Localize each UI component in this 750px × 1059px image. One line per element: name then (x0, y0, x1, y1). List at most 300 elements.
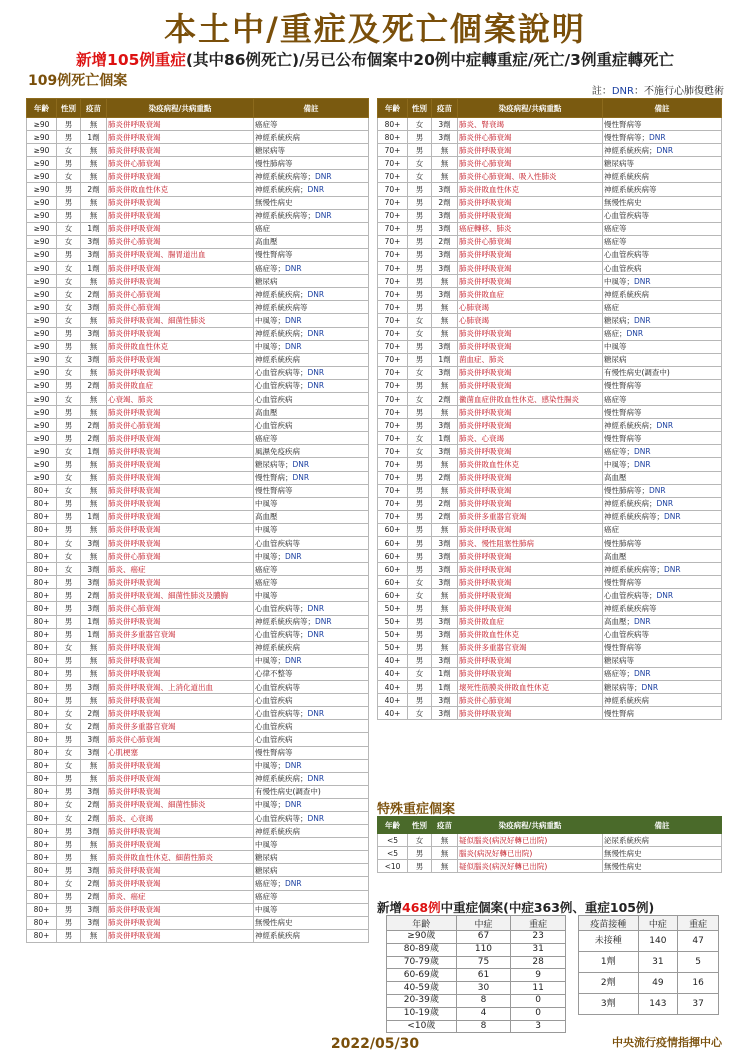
cell-course: 肺炎、腎衰竭 (458, 118, 603, 131)
table-row (27, 419, 369, 432)
cell-vaccine: 無 (432, 847, 458, 860)
cell-age: 70+ (378, 366, 408, 379)
cell-course: 肺炎併敗血性休克 (458, 458, 603, 471)
table-row (378, 131, 722, 144)
cell-remark: 慢性肺病等 (254, 157, 369, 170)
cell-sex: 男 (408, 484, 432, 497)
cell-vaccine: 無 (81, 772, 107, 785)
table-row (27, 432, 369, 445)
cell-course: 疑似腦炎(病況好轉已出院) (458, 860, 603, 873)
cell-vaccine: 無 (81, 196, 107, 209)
cell-remark: 糖尿病等 (254, 144, 369, 157)
cell-sex: 男 (408, 209, 432, 222)
table-row (27, 851, 369, 864)
cell-vaccine: 1劑 (81, 628, 107, 641)
col-sex: 性別 (408, 817, 432, 834)
cell-age: 80+ (27, 510, 57, 523)
cell-age: 80+ (27, 903, 57, 916)
cell-course: 菌血症、肺炎 (458, 353, 603, 366)
cell-vaccine: 3劑 (432, 340, 458, 353)
cell-sex: 男 (408, 183, 432, 196)
cell-remark: 神經系統疾病 (254, 131, 369, 144)
table-row (27, 301, 369, 314)
cell-age: 80+ (27, 563, 57, 576)
cell-sex: 男 (408, 563, 432, 576)
cell-course: 肺炎併呼吸衰竭 (458, 654, 603, 667)
cell-vaccine: 1劑 (432, 681, 458, 694)
cell-vaccine: 2劑 (81, 288, 107, 301)
cell-remark: 心血管疾病等 (254, 681, 369, 694)
cell-sex: 女 (57, 746, 81, 759)
cell-remark: 無慢性病史 (254, 196, 369, 209)
cell-vaccine: 無 (432, 314, 458, 327)
cell-sex: 女 (57, 811, 81, 824)
cell-remark: 高血壓 (254, 235, 369, 248)
cell-course: 肺炎併呼吸衰竭 (107, 327, 254, 340)
cell-age: 70+ (378, 144, 408, 157)
table-row (27, 392, 369, 405)
table-row (378, 523, 722, 536)
cell-category: 40-59歲 (387, 982, 457, 995)
cell-vaccine: 3劑 (432, 615, 458, 628)
cell-age: 80+ (27, 667, 57, 680)
cell-age: 40+ (378, 681, 408, 694)
cell-sex: 男 (57, 196, 81, 209)
cell-course: 疑似腦炎(病況好轉已出院) (458, 834, 603, 847)
cell-course: 肺炎併呼吸衰竭 (458, 707, 603, 720)
cell-sex: 男 (57, 772, 81, 785)
table-row (27, 798, 369, 811)
cell-age: 80+ (27, 641, 57, 654)
cell-age: ≥90 (27, 327, 57, 340)
subtitle-highlight: 105例重症 (107, 51, 186, 69)
table-row (27, 379, 369, 392)
cell-course: 心衰竭、肺炎 (107, 392, 254, 405)
table-row (27, 864, 369, 877)
table-row (27, 262, 369, 275)
cell-course: 肺炎併呼吸衰竭 (107, 118, 254, 131)
cell-sex: 男 (57, 576, 81, 589)
cell-sex: 男 (57, 419, 81, 432)
note-prefix: 註： (591, 86, 612, 97)
cell-sex: 女 (408, 834, 432, 847)
table-row (378, 510, 722, 523)
cell-age: 80+ (27, 746, 57, 759)
cell-remark: 心血管疾病等 (603, 628, 722, 641)
cell-severe: 0 (511, 1007, 566, 1020)
cell-course: 肺炎併呼吸衰竭 (107, 615, 254, 628)
col-vaccine: 疫苗 (81, 99, 107, 118)
cell-sex: 男 (57, 458, 81, 471)
cell-sex: 女 (57, 798, 81, 811)
cell-sex: 男 (57, 379, 81, 392)
cell-age: ≥90 (27, 118, 57, 131)
table-row (27, 406, 369, 419)
cell-vaccine: 1劑 (81, 445, 107, 458)
cell-course: 肺炎併呼吸衰竭 (458, 262, 603, 275)
cell-remark: 中風等；DNR (254, 759, 369, 772)
table-row (27, 563, 369, 576)
cell-sex: 女 (57, 484, 81, 497)
cell-remark: 無慢性病史 (603, 196, 722, 209)
cell-vaccine: 3劑 (432, 118, 458, 131)
cell-vaccine: 無 (432, 484, 458, 497)
cell-sex: 女 (408, 432, 432, 445)
table-row (378, 235, 722, 248)
cell-remark: 心血管疾病等；DNR (254, 628, 369, 641)
cell-course: 肺炎併呼吸衰竭、細菌性肺炎及膿胸 (107, 589, 254, 602)
cell-remark: 心血管疾病 (254, 392, 369, 405)
cell-sex: 男 (57, 628, 81, 641)
cell-sex: 男 (408, 196, 432, 209)
cell-category: 未接種 (579, 931, 639, 952)
cell-vaccine: 無 (81, 170, 107, 183)
table-row (378, 170, 722, 183)
table-row (387, 931, 566, 944)
table-row (27, 877, 369, 890)
table-row (378, 392, 722, 405)
table-row (27, 589, 369, 602)
cell-sex: 男 (408, 537, 432, 550)
deaths-table-left (26, 98, 369, 943)
cell-sex: 女 (57, 288, 81, 301)
col-moderate: 中症 (456, 916, 511, 931)
cell-vaccine: 3劑 (432, 262, 458, 275)
cell-remark: 慢性腎病等 (254, 484, 369, 497)
cell-sex: 女 (57, 720, 81, 733)
cell-age: 80+ (27, 681, 57, 694)
cell-vaccine: 無 (81, 838, 107, 851)
table-row (27, 615, 369, 628)
cell-sex: 女 (57, 471, 81, 484)
cell-course: 肺炎併心肺衰竭 (107, 301, 254, 314)
cell-vaccine: 無 (81, 851, 107, 864)
cell-vaccine: 3劑 (81, 602, 107, 615)
cell-sex: 男 (57, 510, 81, 523)
cell-age: 70+ (378, 406, 408, 419)
col-sex: 性別 (57, 99, 81, 118)
table-row (27, 929, 369, 942)
table-row (27, 484, 369, 497)
cell-remark: 中風等；DNR (603, 458, 722, 471)
table-row (27, 681, 369, 694)
table-row (378, 667, 722, 680)
cell-age: 40+ (378, 707, 408, 720)
cell-sex: 女 (408, 589, 432, 602)
cell-age: 70+ (378, 157, 408, 170)
cell-sex: 男 (408, 340, 432, 353)
cell-vaccine: 無 (432, 301, 458, 314)
cell-course: 肺炎併呼吸衰竭 (107, 445, 254, 458)
cell-sex: 男 (57, 340, 81, 353)
cell-sex: 男 (57, 327, 81, 340)
cell-sex: 女 (57, 314, 81, 327)
cell-course: 肺炎併多重器官衰竭 (107, 720, 254, 733)
cell-remark: 中風等 (254, 903, 369, 916)
cell-moderate: 67 (456, 931, 511, 944)
cell-sex: 女 (57, 170, 81, 183)
cell-vaccine: 無 (81, 144, 107, 157)
cell-remark: 風濕免疫疾病 (254, 445, 369, 458)
cell-age: 80+ (27, 602, 57, 615)
cell-vaccine: 3劑 (81, 563, 107, 576)
col-age: 年齡 (387, 916, 457, 931)
cell-vaccine: 無 (432, 834, 458, 847)
table-row (27, 131, 369, 144)
cell-moderate: 4 (456, 1007, 511, 1020)
cell-sex: 男 (57, 209, 81, 222)
cell-sex: 女 (408, 707, 432, 720)
cell-sex: 女 (408, 576, 432, 589)
cell-age: 80+ (27, 851, 57, 864)
cell-course: 肺炎併呼吸衰竭 (107, 209, 254, 222)
col-remark: 備註 (254, 99, 369, 118)
col-age: 年齡 (378, 99, 408, 118)
cell-course: 肺炎併呼吸衰竭 (107, 275, 254, 288)
cell-age: 40+ (378, 654, 408, 667)
table-row (27, 811, 369, 824)
cell-remark: 神經系統疾病等；DNR (254, 170, 369, 183)
cell-course: 心肺衰竭 (458, 301, 603, 314)
cell-severe: 3 (511, 1020, 566, 1033)
cell-course: 肺炎併呼吸衰竭 (107, 838, 254, 851)
cell-age: 60+ (378, 576, 408, 589)
cell-sex: 男 (57, 118, 81, 131)
cell-age: ≥90 (27, 157, 57, 170)
cell-vaccine: 無 (432, 170, 458, 183)
deaths-table-right (377, 98, 722, 720)
cell-vaccine: 無 (432, 157, 458, 170)
cell-sex: 女 (57, 353, 81, 366)
cell-course: 肺炎併呼吸衰竭 (458, 576, 603, 589)
cell-remark: 神經系統疾病等；DNR (603, 510, 722, 523)
cell-age: 50+ (378, 602, 408, 615)
cell-vaccine: 3劑 (432, 628, 458, 641)
cell-remark: 癌症等 (603, 222, 722, 235)
cell-course: 肺炎併呼吸衰竭 (107, 707, 254, 720)
col-remark: 備註 (603, 817, 722, 834)
cell-category: ≥90歲 (387, 931, 457, 944)
cell-vaccine: 無 (81, 209, 107, 222)
cell-remark: 神經系統疾病 (254, 929, 369, 942)
cell-age: 70+ (378, 183, 408, 196)
cell-age: 70+ (378, 235, 408, 248)
cell-vaccine: 無 (81, 641, 107, 654)
table-row (378, 576, 722, 589)
cell-age: 40+ (378, 667, 408, 680)
cell-remark: 慢性腎病 (603, 707, 722, 720)
table-row (27, 838, 369, 851)
table-row (27, 327, 369, 340)
cell-sex: 男 (57, 838, 81, 851)
page-title: 本土中/重症及死亡個案說明 (164, 10, 586, 48)
table-row (378, 340, 722, 353)
cell-course: 肺炎併呼吸衰竭 (107, 759, 254, 772)
cell-vaccine: 3劑 (432, 550, 458, 563)
cell-age: 80+ (27, 589, 57, 602)
cell-course: 肺炎併呼吸衰竭 (107, 523, 254, 536)
cell-moderate: 31 (638, 952, 678, 973)
cell-remark: 癌症等；DNR (603, 445, 722, 458)
cell-course: 肺炎、心衰竭 (107, 811, 254, 824)
cell-severe: 9 (511, 969, 566, 982)
cell-age: ≥90 (27, 288, 57, 301)
cell-sex: 男 (408, 847, 432, 860)
cell-sex: 女 (57, 707, 81, 720)
table-row (27, 694, 369, 707)
cell-course: 肺炎併呼吸衰竭 (107, 654, 254, 667)
cell-vaccine: 1劑 (432, 432, 458, 445)
cell-vaccine: 3劑 (81, 733, 107, 746)
table-row (27, 209, 369, 222)
cell-remark: 神經系統疾病；DNR (603, 419, 722, 432)
cell-category: 1劑 (579, 952, 639, 973)
cell-course: 肺炎併呼吸衰竭 (107, 144, 254, 157)
cell-age: 70+ (378, 170, 408, 183)
col-course: 染疫病程/共病重點 (458, 99, 603, 118)
cell-remark: 高血壓 (254, 510, 369, 523)
table-row (27, 353, 369, 366)
cell-age: ≥90 (27, 301, 57, 314)
cell-remark: 神經系統疾病 (254, 825, 369, 838)
cell-age: ≥90 (27, 144, 57, 157)
cell-remark: 慢性腎病等 (603, 406, 722, 419)
table-row (378, 262, 722, 275)
table-row (378, 432, 722, 445)
table-row (378, 615, 722, 628)
cell-sex: 男 (57, 694, 81, 707)
cell-age: 70+ (378, 471, 408, 484)
cell-remark: 糖尿病 (603, 353, 722, 366)
cell-course: 肺炎併敗血性休克 (107, 340, 254, 353)
cell-vaccine: 2劑 (81, 432, 107, 445)
cell-course: 肺炎併呼吸衰竭 (107, 170, 254, 183)
cell-age: 80+ (378, 118, 408, 131)
cell-sex: 男 (57, 733, 81, 746)
table-row (378, 602, 722, 615)
table-row (387, 982, 566, 995)
cell-vaccine: 無 (432, 458, 458, 471)
cell-age: 70+ (378, 392, 408, 405)
table-row (27, 550, 369, 563)
cell-course: 肺炎併呼吸衰竭、細菌性肺炎 (107, 314, 254, 327)
table-row (27, 537, 369, 550)
cell-course: 肺炎併呼吸衰竭 (107, 903, 254, 916)
cell-age: ≥90 (27, 458, 57, 471)
cell-age: 80+ (27, 484, 57, 497)
cell-vaccine: 無 (81, 667, 107, 680)
cell-course: 肺炎併心肺衰竭、吸入性肺炎 (458, 170, 603, 183)
cell-course: 肺炎併呼吸衰竭、上消化道出血 (107, 681, 254, 694)
table-row (579, 994, 719, 1015)
cell-vaccine: 3劑 (81, 746, 107, 759)
cell-remark: 心血管疾病 (254, 694, 369, 707)
cell-sex: 男 (408, 131, 432, 144)
cell-sex: 男 (57, 406, 81, 419)
cell-course: 肺炎、癌症 (107, 563, 254, 576)
cell-course: 肺炎併多重器官衰竭 (458, 641, 603, 654)
severe-heading: 特殊重症個案 (377, 802, 456, 817)
cell-course: 肺炎併心肺衰竭 (458, 131, 603, 144)
cell-remark: 癌症等；DNR (603, 667, 722, 680)
cell-vaccine: 無 (432, 589, 458, 602)
cell-course: 肺炎併呼吸衰竭 (107, 484, 254, 497)
table-row (378, 275, 722, 288)
cell-age: 70+ (378, 301, 408, 314)
cell-course: 癌症轉移、肺炎 (458, 222, 603, 235)
cell-course: 肺炎併呼吸衰竭 (107, 432, 254, 445)
cell-age: ≥90 (27, 353, 57, 366)
cell-course: 肺炎併呼吸衰竭 (458, 550, 603, 563)
cell-remark: 癌症等 (254, 576, 369, 589)
cell-sex: 男 (57, 183, 81, 196)
cell-age: ≥90 (27, 222, 57, 235)
cell-remark: 癌症；DNR (603, 327, 722, 340)
cell-age: 70+ (378, 497, 408, 510)
table-row (27, 825, 369, 838)
cell-vaccine: 無 (81, 314, 107, 327)
cell-sex: 男 (408, 654, 432, 667)
cell-age: 80+ (27, 838, 57, 851)
cell-vaccine: 3劑 (432, 419, 458, 432)
table-row (378, 366, 722, 379)
cell-moderate: 140 (638, 931, 678, 952)
cell-vaccine: 2劑 (81, 589, 107, 602)
table-row (387, 956, 566, 969)
cell-course: 肺炎併呼吸衰竭 (107, 366, 254, 379)
cell-sex: 男 (408, 550, 432, 563)
cell-vaccine: 3劑 (81, 327, 107, 340)
new-cases-heading (377, 898, 654, 916)
cell-age: ≥90 (27, 196, 57, 209)
cell-vaccine: 無 (81, 157, 107, 170)
cell-sex: 男 (408, 860, 432, 873)
table-row (27, 458, 369, 471)
cell-remark: 神經系統疾病等 (254, 301, 369, 314)
cell-sex: 女 (408, 667, 432, 680)
cell-course: 肺炎、慢性阻塞性肺病 (458, 537, 603, 550)
cell-sex: 男 (57, 785, 81, 798)
report-date: 2022/05/30 (330, 1036, 420, 1052)
table-row (27, 746, 369, 759)
cell-remark: 中風等；DNR (254, 314, 369, 327)
cell-age: 70+ (378, 327, 408, 340)
cell-age: ≥90 (27, 379, 57, 392)
cell-category: 80-89歲 (387, 943, 457, 956)
cell-sex: 女 (408, 392, 432, 405)
cell-vaccine: 無 (432, 602, 458, 615)
table-row (27, 144, 369, 157)
cell-age: 80+ (27, 720, 57, 733)
cell-remark: 癌症 (603, 301, 722, 314)
cell-course: 肺炎併呼吸衰竭 (458, 144, 603, 157)
table-row (579, 952, 719, 973)
cell-vaccine: 無 (81, 118, 107, 131)
cell-remark: 心血管疾病 (254, 733, 369, 746)
cell-age: 60+ (378, 563, 408, 576)
cell-remark: 無慢性病史 (254, 916, 369, 929)
cell-vaccine: 3劑 (432, 694, 458, 707)
cell-age: ≥90 (27, 170, 57, 183)
table-row (27, 366, 369, 379)
cell-age: 80+ (27, 550, 57, 563)
col-moderate: 中症 (638, 916, 678, 931)
cell-vaccine: 2劑 (432, 196, 458, 209)
cell-age: 80+ (27, 537, 57, 550)
table-row (27, 510, 369, 523)
table-row (378, 157, 722, 170)
cell-course: 肺炎併呼吸衰竭 (458, 196, 603, 209)
